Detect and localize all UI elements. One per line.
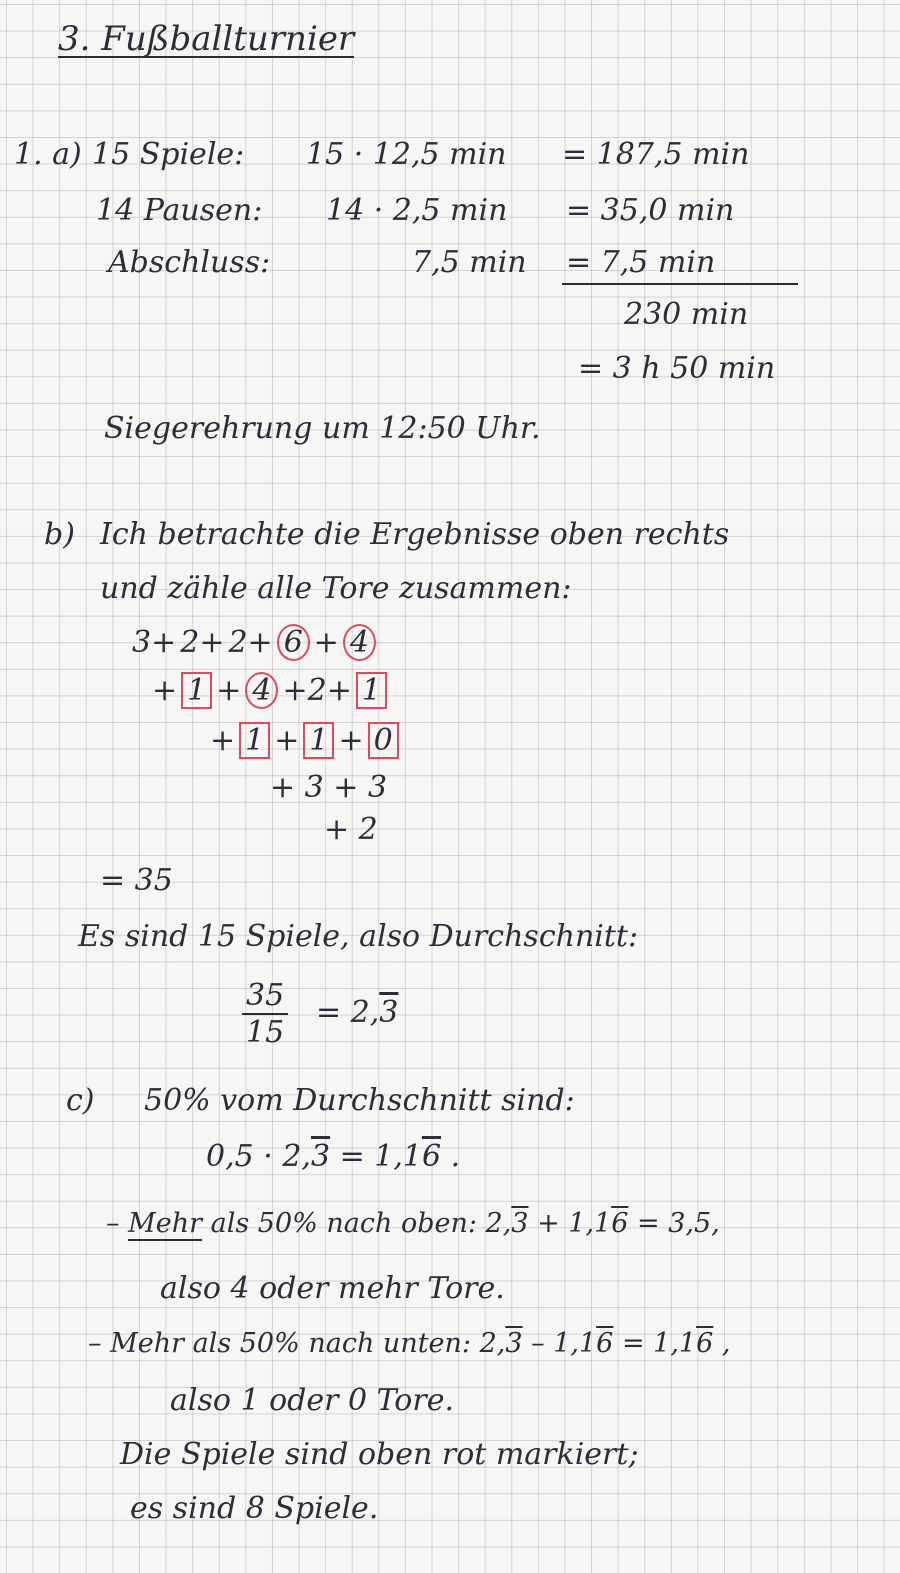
page-title: 3. Fußballturnier (58, 19, 355, 59)
part-c-label: c) (66, 1083, 95, 1118)
sum-line-3 (208, 722, 401, 759)
marked-note: Die Spiele sind oben rot markiert; (120, 1437, 639, 1472)
part-b-label: b) (44, 517, 75, 552)
calc-part: 0,5 · 2, (206, 1139, 311, 1174)
row-result: = 7,5 min (566, 245, 716, 280)
row-expression: 15 · 12,5 min (306, 137, 507, 172)
calc-repeat: 6 (421, 1139, 442, 1174)
calc-part: als 50% nach oben: 2, (202, 1208, 512, 1239)
sum-line-1 (130, 624, 378, 661)
calc-repeat: 3 (310, 1139, 331, 1174)
calc-part: = 3,5, (628, 1208, 720, 1239)
fraction-numerator: 35 (242, 978, 288, 1015)
circled-goal-count: 4 (245, 672, 278, 709)
sum-line (562, 283, 798, 285)
boxed-goal-count: 1 (239, 722, 270, 759)
calc-part: . (441, 1139, 461, 1174)
calc-repeat: 6 (696, 1328, 714, 1359)
circled-goal-count: 6 (277, 624, 310, 661)
row-label: 14 Pausen: (96, 193, 263, 228)
ceremony-time: Siegerehrung um 12:50 Uhr. (104, 411, 541, 446)
total-minutes: 230 min (624, 297, 749, 332)
calc-repeat: 3 (511, 1208, 529, 1239)
part-b-text-1: Ich betrachte die Ergebnisse oben rechts (100, 517, 730, 552)
sum-total: = 35 (100, 863, 173, 898)
upper-goals: also 4 oder mehr Tore. (160, 1271, 505, 1306)
lower-goals: also 1 oder 0 Tore. (170, 1383, 454, 1418)
sum-term: + (210, 723, 236, 758)
total-hours: = 3 h 50 min (578, 351, 776, 386)
more-than-lower (88, 1330, 730, 1357)
boxed-goal-count: 1 (181, 672, 212, 709)
more-than-upper (106, 1210, 720, 1237)
row-label: 15 Spiele: (92, 137, 245, 172)
sum-term: + (274, 723, 300, 758)
calc-repeat: 6 (596, 1328, 614, 1359)
circled-goal-count: 4 (343, 624, 376, 661)
sum-term: 2+ (228, 625, 273, 660)
calc-part: + 1,1 (528, 1208, 612, 1239)
sum-term: + (216, 673, 242, 708)
sum-line-4 (268, 770, 389, 805)
sum-term: + (152, 673, 178, 708)
calc-part: = 1,1 (613, 1328, 697, 1359)
row-expression: 7,5 min (412, 245, 527, 280)
sum-term: + 3 + 3 (270, 770, 388, 805)
sum-line-2 (150, 672, 389, 709)
row-label: Abschluss: (108, 245, 271, 280)
games-count: es sind 8 Spiele. (130, 1491, 379, 1526)
half-average-calc (206, 1139, 461, 1174)
boxed-goal-count: 1 (303, 722, 334, 759)
row-result: = 187,5 min (562, 137, 750, 172)
boxed-goal-count: 1 (356, 672, 387, 709)
sum-term: 3+ (132, 625, 177, 660)
average-text: Es sind 15 Spiele, also Durchschnitt: (78, 919, 639, 954)
sum-term: + (313, 625, 339, 660)
sum-term: +2+ (282, 673, 352, 708)
average-result (316, 995, 399, 1030)
calc-part: – (106, 1208, 129, 1239)
calc-part: = 1,1 (330, 1139, 422, 1174)
calc-part: – Mehr als 50% nach unten: 2, (88, 1328, 506, 1359)
calc-repeat: 6 (611, 1208, 629, 1239)
part-b-text-2: und zähle alle Tore zusammen: (100, 571, 572, 606)
sum-term: + 2 (324, 812, 378, 847)
sum-term: + (338, 723, 364, 758)
row-result: = 35,0 min (566, 193, 735, 228)
calc-repeat: 3 (505, 1328, 523, 1359)
calc-part: , (713, 1328, 731, 1359)
part-a-label: 1. a) (14, 137, 82, 172)
part-c-text-1: 50% vom Durchschnitt sind: (144, 1083, 575, 1118)
sum-line-5 (322, 812, 380, 847)
average-fraction (242, 978, 288, 1050)
boxed-goal-count: 0 (368, 722, 399, 759)
average-result-repeat: 3 (379, 995, 399, 1030)
row-expression: 14 · 2,5 min (326, 193, 508, 228)
average-result-int: = 2, (316, 995, 380, 1030)
sum-term: 2+ (180, 625, 225, 660)
calc-part: – 1,1 (522, 1328, 597, 1359)
fraction-denominator: 15 (246, 1015, 285, 1050)
underlined-word: Mehr (128, 1208, 203, 1239)
